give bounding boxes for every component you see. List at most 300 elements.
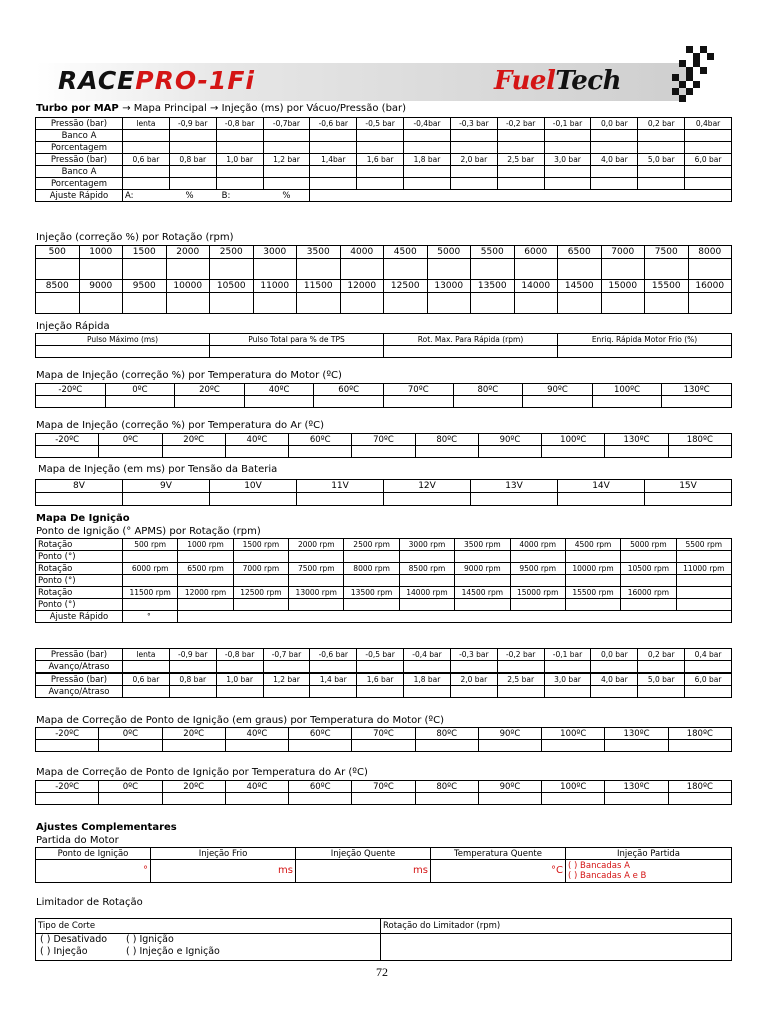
- ignition-point-cell[interactable]: [621, 551, 676, 563]
- percent-cell[interactable]: [310, 178, 357, 190]
- percent-cell[interactable]: [591, 142, 638, 154]
- ignition-air-temp-cell[interactable]: [225, 793, 288, 805]
- fast-injection-header: Enriq. Rápida Motor Frio (%): [558, 334, 732, 346]
- bank-a-cell[interactable]: [450, 130, 497, 142]
- ignition-point-cell[interactable]: [344, 551, 399, 563]
- bank-a-cell[interactable]: [357, 166, 404, 178]
- correction-cell[interactable]: [688, 293, 732, 314]
- bank-a-cell[interactable]: [216, 130, 263, 142]
- bank-a-cell[interactable]: [216, 166, 263, 178]
- advance-cell[interactable]: [591, 661, 638, 674]
- air-temp-cell[interactable]: [36, 446, 99, 458]
- air-temp-cell[interactable]: [99, 446, 162, 458]
- ignition-point-cell[interactable]: [233, 599, 288, 611]
- advance-cell[interactable]: [310, 686, 357, 698]
- ignition-point-cell[interactable]: [455, 575, 510, 587]
- percent-cell[interactable]: [216, 178, 263, 190]
- advance-cell[interactable]: [216, 686, 263, 698]
- pressure-header: -0,5 bar: [357, 649, 404, 661]
- rpm-header: 11500: [297, 280, 341, 293]
- ignition-point-cell[interactable]: [510, 599, 565, 611]
- page-number: 72: [376, 965, 388, 979]
- correction-cell[interactable]: [36, 293, 80, 314]
- correction-cell[interactable]: [253, 293, 297, 314]
- correction-cell[interactable]: [123, 293, 167, 314]
- percent-cell[interactable]: [263, 142, 310, 154]
- rpm-header: 12500: [384, 280, 428, 293]
- percent-cell[interactable]: [404, 142, 451, 154]
- rpm-header: 13000: [427, 280, 471, 293]
- correction-cell[interactable]: [297, 293, 341, 314]
- air-temp-cell[interactable]: [225, 446, 288, 458]
- battery-cell[interactable]: [558, 493, 645, 506]
- row-label: Banco A: [36, 130, 123, 142]
- engine-temp-cell[interactable]: [662, 396, 732, 408]
- ignition-point-cell[interactable]: [510, 575, 565, 587]
- advance-cell[interactable]: [591, 686, 638, 698]
- pressure-header: -0,2 bar: [497, 118, 544, 130]
- ignition-engine-temp-cell[interactable]: [415, 740, 478, 752]
- ignition-air-temp-cell[interactable]: [352, 793, 415, 805]
- correction-cell[interactable]: [601, 259, 645, 280]
- percent-cell[interactable]: [685, 142, 732, 154]
- pressure-header: 1,4bar: [310, 154, 357, 166]
- ignition-point-cell[interactable]: [289, 599, 344, 611]
- blank-cell: [676, 587, 731, 599]
- correction-cell[interactable]: [471, 259, 515, 280]
- bank-a-cell[interactable]: [404, 166, 451, 178]
- engine-temp-header: 60ºC: [314, 384, 384, 396]
- ignition-point-cell[interactable]: [344, 575, 399, 587]
- bank-a-cell[interactable]: [123, 130, 170, 142]
- correction-cell[interactable]: [471, 293, 515, 314]
- advance-cell[interactable]: [404, 686, 451, 698]
- air-temp-cell[interactable]: [289, 446, 352, 458]
- ignition-point-cell[interactable]: [233, 551, 288, 563]
- pressure-header: -0,4bar: [404, 118, 451, 130]
- correction-cell[interactable]: [340, 293, 384, 314]
- percent-cell[interactable]: [591, 178, 638, 190]
- battery-title: Mapa de Injeção (em ms) por Tensão da Bateria: [38, 464, 278, 475]
- ignition-air-temp-cell[interactable]: [99, 793, 162, 805]
- advance-cell[interactable]: [497, 661, 544, 674]
- correction-cell[interactable]: [79, 293, 123, 314]
- rpm-header: 16000: [688, 280, 732, 293]
- row-label: Porcentagem: [36, 142, 123, 154]
- advance-cell[interactable]: [169, 661, 216, 674]
- bank-a-cell[interactable]: [169, 166, 216, 178]
- ignition-engine-temp-cell[interactable]: [289, 740, 352, 752]
- pressure-header: 1,6 bar: [357, 673, 404, 686]
- percent-cell[interactable]: [638, 142, 685, 154]
- rpm-header: 9500 rpm: [510, 563, 565, 575]
- correction-cell[interactable]: [558, 259, 602, 280]
- engine-temp-cell[interactable]: [244, 396, 314, 408]
- advance-cell[interactable]: [357, 661, 404, 674]
- limiter-rpm-header: Rotação do Limitador (rpm): [381, 919, 732, 934]
- start-injection-options[interactable]: [566, 860, 732, 883]
- air-temp-cell[interactable]: [415, 446, 478, 458]
- option-banks-ab[interactable]: ( ) Bancadas A e B: [568, 871, 647, 881]
- ignition-point-cell[interactable]: [565, 551, 620, 563]
- rpm-header: 1000: [79, 246, 123, 259]
- correction-cell[interactable]: [166, 293, 210, 314]
- rpm-header: 8500 rpm: [399, 563, 454, 575]
- engine-temp-cell[interactable]: [523, 396, 593, 408]
- ignition-point-cell[interactable]: [344, 599, 399, 611]
- advance-cell[interactable]: [638, 661, 685, 674]
- limiter-rpm-field[interactable]: [381, 934, 732, 961]
- ignition-air-temp-cell[interactable]: [415, 793, 478, 805]
- correction-cell[interactable]: [340, 259, 384, 280]
- racepro-logo: RACEPRO-1Fi: [58, 66, 255, 95]
- air-temp-cell[interactable]: [352, 446, 415, 458]
- percent-cell[interactable]: [404, 178, 451, 190]
- quick-adjust-cell[interactable]: [123, 611, 178, 623]
- correction-cell[interactable]: [384, 259, 428, 280]
- bank-a-cell[interactable]: [591, 166, 638, 178]
- percent-cell[interactable]: [169, 178, 216, 190]
- ignition-engine-temp-cell[interactable]: [36, 740, 99, 752]
- percent-cell[interactable]: [123, 178, 170, 190]
- rpm-header: 15000: [601, 280, 645, 293]
- ignition-point-cell[interactable]: [178, 551, 233, 563]
- bank-a-cell[interactable]: [310, 130, 357, 142]
- percent-cell[interactable]: [169, 142, 216, 154]
- ignition-point-cell[interactable]: [621, 599, 676, 611]
- ignition-air-temp-cell[interactable]: [542, 793, 605, 805]
- row-label: Pressão (bar): [36, 649, 123, 661]
- advance-cell[interactable]: [216, 661, 263, 674]
- option-disabled[interactable]: ( ) Desativado: [40, 934, 108, 945]
- pressure-header: 3,0 bar: [544, 673, 591, 686]
- percent-cell[interactable]: [216, 142, 263, 154]
- fast-injection-cell[interactable]: [384, 346, 558, 358]
- bank-a-cell[interactable]: [404, 130, 451, 142]
- rpm-header: 11000: [253, 280, 297, 293]
- ignition-engine-temp-header: 40ºC: [225, 728, 288, 740]
- correction-cell[interactable]: [645, 259, 689, 280]
- percent-cell[interactable]: [357, 142, 404, 154]
- percent-cell[interactable]: [450, 178, 497, 190]
- ignition-point-cell[interactable]: [676, 599, 731, 611]
- rpm-header: 4000: [340, 246, 384, 259]
- bank-a-label: A:: [125, 190, 134, 201]
- air-temp-cell[interactable]: [162, 446, 225, 458]
- pressure-header: 0,4 bar: [685, 649, 732, 661]
- advance-cell[interactable]: [497, 686, 544, 698]
- ignition-air-temp-header: 80ºC: [415, 781, 478, 793]
- advance-cell[interactable]: [263, 661, 310, 674]
- air-temp-cell[interactable]: [605, 446, 668, 458]
- ignition-engine-temp-table: [35, 727, 732, 752]
- col-start-injection: Injeção Partida: [566, 848, 732, 860]
- engine-temp-cell[interactable]: [105, 396, 175, 408]
- advance-cell[interactable]: [544, 686, 591, 698]
- ignition-air-temp-cell[interactable]: [668, 793, 731, 805]
- correction-cell[interactable]: [123, 259, 167, 280]
- battery-cell[interactable]: [123, 493, 210, 506]
- ignition-engine-temp-cell[interactable]: [225, 740, 288, 752]
- advance-cell[interactable]: [685, 686, 732, 698]
- advance-cell[interactable]: [404, 661, 451, 674]
- engine-temp-cell[interactable]: [383, 396, 453, 408]
- bank-a-cell[interactable]: [591, 130, 638, 142]
- bank-a-cell[interactable]: [497, 166, 544, 178]
- bank-a-cell[interactable]: [638, 130, 685, 142]
- bank-a-cell[interactable]: [544, 166, 591, 178]
- battery-header: 12V: [384, 480, 471, 493]
- bank-a-cell[interactable]: [638, 166, 685, 178]
- ignition-point-cell[interactable]: [676, 551, 731, 563]
- ignition-point-cell[interactable]: [289, 551, 344, 563]
- pressure-header: -0,7 bar: [263, 649, 310, 661]
- advance-cell[interactable]: [685, 661, 732, 674]
- ignition-air-temp-cell[interactable]: [162, 793, 225, 805]
- ignition-air-temp-cell[interactable]: [605, 793, 668, 805]
- bank-a-cell[interactable]: [685, 166, 732, 178]
- ignition-subtitle: Ponto de Ignição (° APMS) por Rotação (rpm): [36, 526, 261, 537]
- correction-cell[interactable]: [36, 259, 80, 280]
- col-hot-injection: Injeção Quente: [296, 848, 431, 860]
- pressure-header: 0,2 bar: [638, 649, 685, 661]
- pressure-header: 0,4bar: [685, 118, 732, 130]
- pressure-header: 1,0 bar: [216, 673, 263, 686]
- bank-a-cell[interactable]: [123, 166, 170, 178]
- percent-cell[interactable]: [263, 178, 310, 190]
- correction-cell[interactable]: [166, 259, 210, 280]
- pressure-header: -0,6 bar: [310, 649, 357, 661]
- option-injection[interactable]: ( ) Injeção: [40, 946, 88, 957]
- ignition-point-cell[interactable]: [510, 551, 565, 563]
- rpm-header: 12000: [340, 280, 384, 293]
- rpm-header: 14500: [558, 280, 602, 293]
- percent-cell[interactable]: [450, 142, 497, 154]
- ignition-title: Mapa De Ignição: [36, 513, 130, 524]
- percent-cell[interactable]: [638, 178, 685, 190]
- ignition-air-temp-header: 100ºC: [542, 781, 605, 793]
- fast-injection-cell[interactable]: [210, 346, 384, 358]
- ignition-point-cell[interactable]: [565, 575, 620, 587]
- air-temp-cell[interactable]: [542, 446, 605, 458]
- advance-cell[interactable]: [169, 686, 216, 698]
- row-label: Ponto (°): [36, 575, 123, 587]
- ignition-point-cell[interactable]: [455, 551, 510, 563]
- fast-injection-cell[interactable]: [36, 346, 210, 358]
- correction-cell[interactable]: [210, 293, 254, 314]
- engine-temp-cell[interactable]: [36, 396, 106, 408]
- ignition-air-temp-cell[interactable]: [478, 793, 541, 805]
- rpm-header: 4500 rpm: [565, 539, 620, 551]
- hot-injection-field[interactable]: [296, 860, 431, 883]
- ignition-point-cell[interactable]: [289, 575, 344, 587]
- col-ignition-point: Ponto de Ignição: [36, 848, 151, 860]
- air-temp-cell[interactable]: [668, 446, 731, 458]
- row-label: Rotação: [36, 539, 123, 551]
- advance-cell[interactable]: [263, 686, 310, 698]
- percent-cell[interactable]: [544, 142, 591, 154]
- correction-cell[interactable]: [427, 259, 471, 280]
- ignition-air-temp-cell[interactable]: [289, 793, 352, 805]
- correction-cell[interactable]: [514, 293, 558, 314]
- correction-cell[interactable]: [297, 259, 341, 280]
- correction-cell[interactable]: [688, 259, 732, 280]
- ignition-engine-temp-cell[interactable]: [668, 740, 731, 752]
- air-temp-title: Mapa de Injeção (correção %) por Temperatura do Ar (ºC): [36, 420, 324, 431]
- ignition-point-cell[interactable]: [399, 551, 454, 563]
- rpm-header: 8500: [36, 280, 80, 293]
- percent-cell[interactable]: [544, 178, 591, 190]
- correction-cell[interactable]: [558, 293, 602, 314]
- ignition-point-cell[interactable]: [455, 599, 510, 611]
- battery-cell[interactable]: [210, 493, 297, 506]
- correction-cell[interactable]: [514, 259, 558, 280]
- advance-cell[interactable]: [544, 661, 591, 674]
- col-hot-temp: Temperatura Quente: [431, 848, 566, 860]
- advance-cell[interactable]: [450, 686, 497, 698]
- pressure-header: -0,5 bar: [357, 118, 404, 130]
- ignition-engine-temp-cell[interactable]: [99, 740, 162, 752]
- ignition-engine-temp-cell[interactable]: [478, 740, 541, 752]
- advance-cell[interactable]: [310, 661, 357, 674]
- bank-a-cell[interactable]: [169, 130, 216, 142]
- col-cold-injection: Injeção Frio: [151, 848, 296, 860]
- engine-temp-header: 90ºC: [523, 384, 593, 396]
- option-injection-ignition[interactable]: ( ) Injeção e Ignição: [126, 946, 220, 957]
- ignition-engine-temp-header: 130ºC: [605, 728, 668, 740]
- bank-a-cell[interactable]: [310, 166, 357, 178]
- turbo-table: [35, 117, 732, 202]
- fast-injection-title: Injeção Rápida: [36, 321, 110, 332]
- percent-cell[interactable]: [685, 178, 732, 190]
- bank-a-cell[interactable]: [450, 166, 497, 178]
- option-ignition[interactable]: ( ) Ignição: [126, 934, 174, 945]
- bank-a-cell[interactable]: [357, 130, 404, 142]
- rpm-header: 3000 rpm: [399, 539, 454, 551]
- air-temp-cell[interactable]: [478, 446, 541, 458]
- ignition-engine-temp-cell[interactable]: [605, 740, 668, 752]
- hot-temp-field[interactable]: [431, 860, 566, 883]
- pressure-header: lenta: [123, 118, 170, 130]
- rpm-header: 5500: [471, 246, 515, 259]
- ignition-engine-temp-cell[interactable]: [162, 740, 225, 752]
- engine-temp-cell[interactable]: [175, 396, 245, 408]
- ignition-point-cell[interactable]: [233, 575, 288, 587]
- ignition-point-cell[interactable]: [676, 575, 731, 587]
- ignition-point-cell[interactable]: [621, 575, 676, 587]
- ignition-point-cell[interactable]: [123, 575, 178, 587]
- engine-temp-header: 20ºC: [175, 384, 245, 396]
- percent-cell[interactable]: [123, 142, 170, 154]
- advance-cell[interactable]: [638, 686, 685, 698]
- ignition-point-cell[interactable]: [123, 599, 178, 611]
- rpm-header: 5000 rpm: [621, 539, 676, 551]
- fueltech-logo: FuelTech: [494, 66, 621, 96]
- engine-temp-table: [35, 383, 732, 408]
- battery-cell[interactable]: [471, 493, 558, 506]
- ignition-point-cell[interactable]: [178, 575, 233, 587]
- engine-temp-cell[interactable]: [314, 396, 384, 408]
- cut-type-header: Tipo de Corte: [36, 919, 381, 934]
- correction-cell[interactable]: [384, 293, 428, 314]
- correction-cell[interactable]: [210, 259, 254, 280]
- ignition-engine-temp-cell[interactable]: [352, 740, 415, 752]
- bank-a-cell[interactable]: [544, 130, 591, 142]
- rpm-header: 9500: [123, 280, 167, 293]
- battery-cell[interactable]: [36, 493, 123, 506]
- quick-adjust-a[interactable]: [123, 190, 310, 202]
- advance-cell[interactable]: [357, 686, 404, 698]
- pressure-header: 2,0 bar: [450, 673, 497, 686]
- pressure-header: -0,2 bar: [497, 649, 544, 661]
- ignition-point-cell[interactable]: [178, 599, 233, 611]
- ignition-point-cell[interactable]: [399, 599, 454, 611]
- ignition-engine-temp-header: 90ºC: [478, 728, 541, 740]
- fast-injection-header: Pulso Máximo (ms): [36, 334, 210, 346]
- advance-cell[interactable]: [123, 686, 170, 698]
- ignition-point-cell[interactable]: [565, 599, 620, 611]
- ignition-air-temp-header: 130ºC: [605, 781, 668, 793]
- ignition-engine-temp-header: 20ºC: [162, 728, 225, 740]
- ignition-engine-temp-header: 80ºC: [415, 728, 478, 740]
- percent-cell[interactable]: [357, 178, 404, 190]
- page-header: [0, 0, 768, 100]
- ignition-air-temp-cell[interactable]: [36, 793, 99, 805]
- correction-cell[interactable]: [601, 293, 645, 314]
- bank-a-cell[interactable]: [263, 166, 310, 178]
- correction-cell[interactable]: [79, 259, 123, 280]
- bank-a-cell[interactable]: [263, 130, 310, 142]
- rpm-header: 500 rpm: [123, 539, 178, 551]
- ignition-point-field[interactable]: [36, 860, 151, 883]
- pressure-header: 0,8 bar: [169, 673, 216, 686]
- cold-injection-field[interactable]: [151, 860, 296, 883]
- percent-cell[interactable]: [310, 142, 357, 154]
- advance-cell[interactable]: [123, 661, 170, 674]
- option-banks-a[interactable]: ( ) Bancadas A: [568, 861, 630, 871]
- fast-injection-cell[interactable]: [558, 346, 732, 358]
- correction-cell[interactable]: [645, 293, 689, 314]
- percent-cell[interactable]: [497, 142, 544, 154]
- ignition-engine-temp-cell[interactable]: [542, 740, 605, 752]
- correction-cell[interactable]: [427, 293, 471, 314]
- fast-injection-table: [35, 333, 732, 358]
- battery-header: 9V: [123, 480, 210, 493]
- bank-a-cell[interactable]: [497, 130, 544, 142]
- rpm-header: 14000: [514, 280, 558, 293]
- rpm-header: 15500 rpm: [565, 587, 620, 599]
- rpm-header: 16000 rpm: [621, 587, 676, 599]
- rpm-header: 8000: [688, 246, 732, 259]
- correction-cell[interactable]: [253, 259, 297, 280]
- rpm-header: 2000 rpm: [289, 539, 344, 551]
- advance-cell[interactable]: [450, 661, 497, 674]
- ignition-point-cell[interactable]: [399, 575, 454, 587]
- bank-a-cell[interactable]: [685, 130, 732, 142]
- battery-cell[interactable]: [297, 493, 384, 506]
- ignition-point-cell[interactable]: [123, 551, 178, 563]
- rpm-header: 7500 rpm: [289, 563, 344, 575]
- engine-temp-cell[interactable]: [453, 396, 523, 408]
- engine-temp-cell[interactable]: [592, 396, 662, 408]
- battery-cell[interactable]: [645, 493, 732, 506]
- rpm-header: 1500 rpm: [233, 539, 288, 551]
- ignition-engine-temp-header: 60ºC: [289, 728, 352, 740]
- percent-cell[interactable]: [497, 178, 544, 190]
- quick-adjust-label: Ajuste Rápido: [36, 611, 123, 623]
- battery-cell[interactable]: [384, 493, 471, 506]
- engine-temp-header: 130ºC: [662, 384, 732, 396]
